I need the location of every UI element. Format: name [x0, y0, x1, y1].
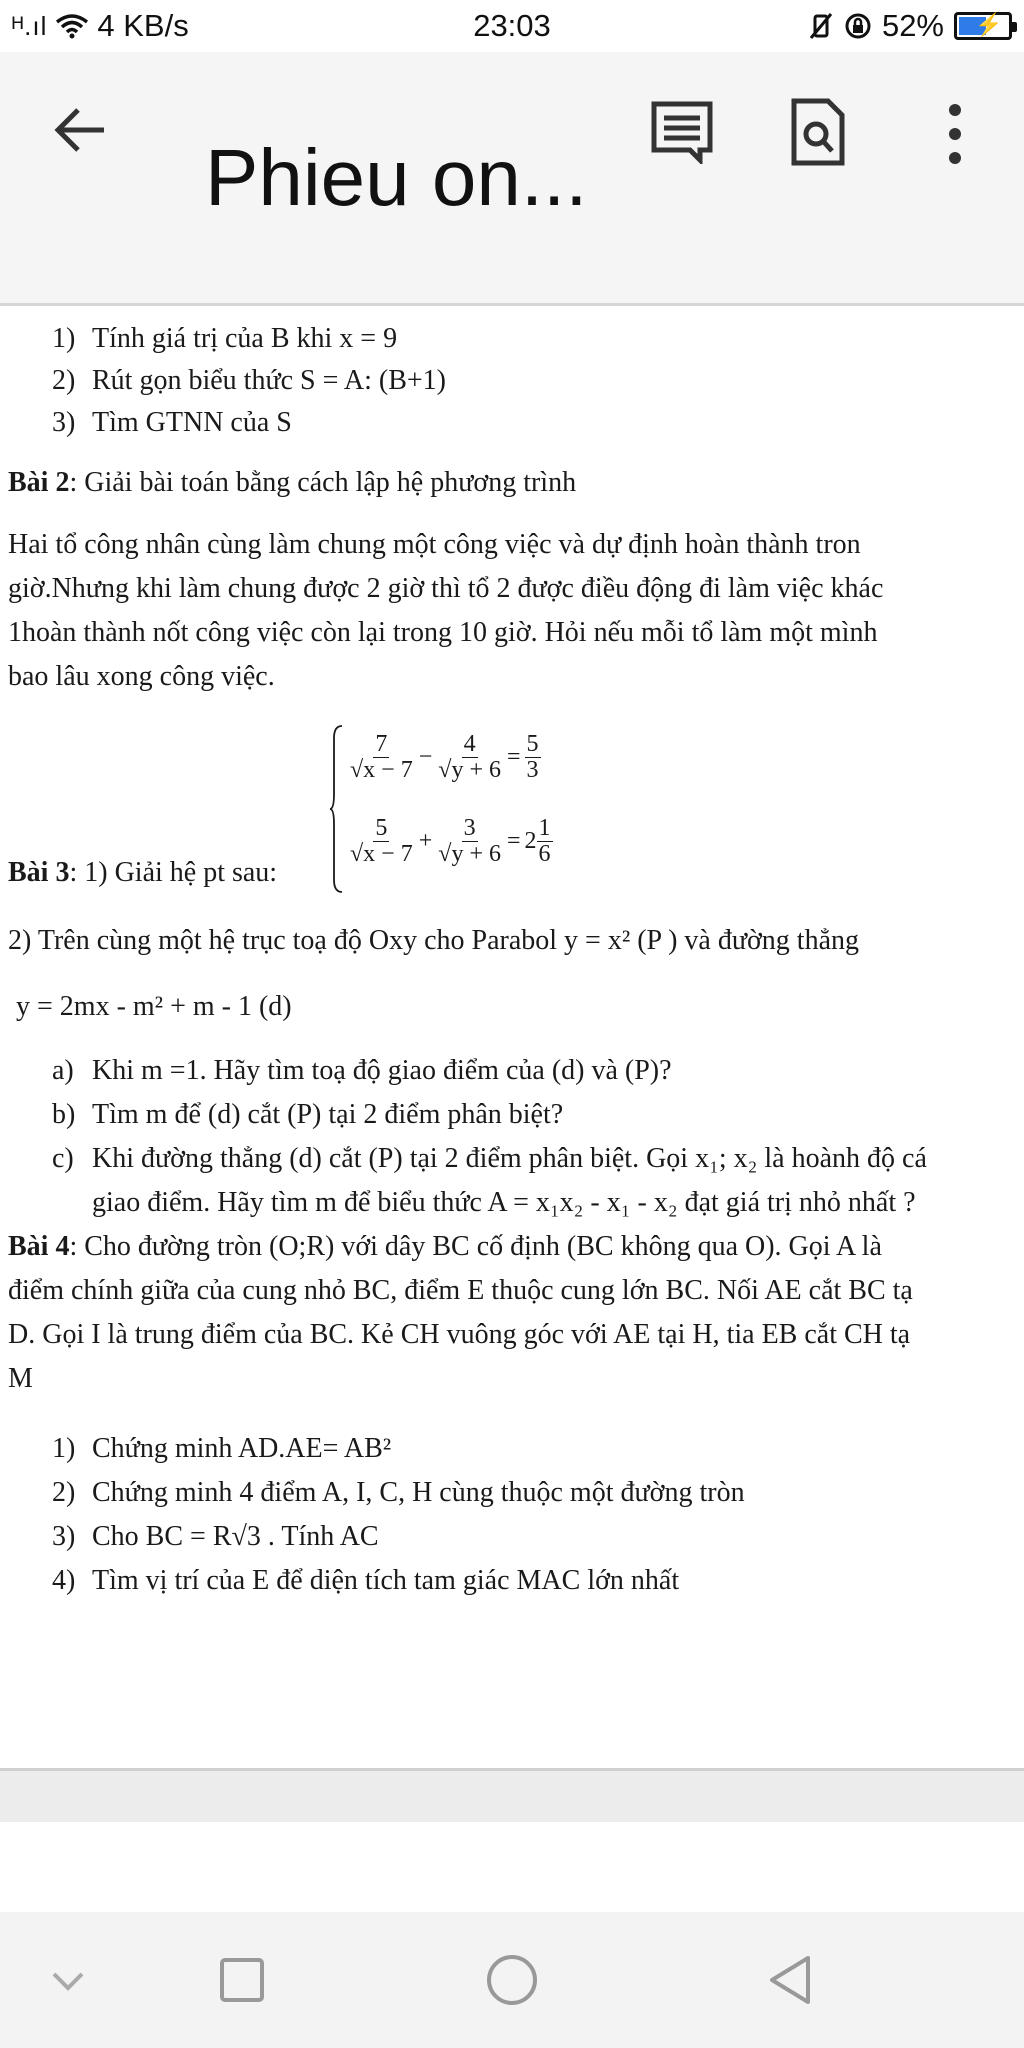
document-title: Phieu on... — [205, 133, 588, 222]
bai4-heading: Bài 4: Cho đường tròn (O;R) với dây BC cố định (BC không qua O). Gọi A là — [8, 1231, 882, 1262]
page-separator — [0, 1768, 1024, 1822]
app-bar — [0, 52, 1024, 306]
comment-icon[interactable] — [650, 100, 714, 164]
home-circle-icon[interactable] — [484, 1952, 540, 2008]
list-item: 2) Chứng minh 4 điểm A, I, C, H cùng thuộc một đường tròn — [52, 1477, 745, 1508]
paragraph-line: Hai tổ công nhân cùng làm chung một công việc và dự định hoàn thành tron — [8, 529, 861, 560]
paragraph-line: M — [8, 1363, 33, 1394]
list-item: 2) Rút gọn biểu thức S = A: (B+1) — [52, 365, 446, 396]
find-in-page-icon[interactable] — [790, 98, 846, 166]
recents-square-icon[interactable] — [214, 1952, 270, 2008]
paragraph-line: D. Gọi I là trung điểm của BC. Kẻ CH vuông góc với AE tại H, tia EB cắt CH tạ — [8, 1319, 911, 1350]
list-item: 1) Chứng minh AD.AE= AB² — [52, 1433, 392, 1464]
bai3-heading: Bài 3: 1) Giải hệ pt sau: — [8, 857, 278, 888]
list-item: c) Khi đường thẳng (d) cắt (P) tại 2 điểm phân biệt. Gọi x₁; x₂ là hoành độ cá — [52, 1143, 927, 1174]
list-item: a) Khi m =1. Hãy tìm toạ độ giao điểm của (d) và (P)? — [52, 1055, 672, 1086]
clock-time: 23:03 — [473, 8, 551, 43]
network-speed: 4 KB/s — [97, 8, 189, 43]
battery-percent: 52% — [881, 8, 944, 43]
list-item-continuation: giao điểm. Hãy tìm m để biểu thức A = x₁x₂ - x₁ - x₂ đạt giá trị nhỏ nhất ? — [92, 1187, 916, 1218]
paragraph-line: 1hoàn thành nốt công việc còn lại trong 10 giờ. Hỏi nếu mỗi tổ làm một mình — [8, 617, 878, 648]
equation-line-d: y = 2mx - m² + m - 1 (d) — [16, 991, 292, 1022]
navigation-bar — [0, 1912, 1024, 2048]
paragraph-line: điểm chính giữa của cung nhỏ BC, điểm E thuộc cung lớn BC. Nối AE cắt BC tạ — [8, 1275, 913, 1306]
document-page[interactable] — [0, 306, 1024, 1768]
more-vert-icon[interactable] — [940, 102, 970, 166]
paragraph-line: 2) Trên cùng một hệ trục toạ độ Oxy cho Parabol y = x² (P ) và đường thẳng — [8, 925, 860, 956]
paragraph-line: bao lâu xong công việc. — [8, 661, 275, 692]
battery-icon: ⚡ — [954, 12, 1012, 40]
list-item: b) Tìm m để (d) cắt (P) tại 2 điểm phân biệt? — [52, 1099, 564, 1130]
back-triangle-icon[interactable] — [762, 1952, 818, 2008]
equation-system — [330, 724, 630, 894]
equation-2: $\frac{5}{√x - 7}$ + $\frac{3}{√y + 6}$ = 2 $\frac{1}{6}$ — [350, 815, 551, 868]
list-item: 3) Tìm GTNN của S — [52, 407, 292, 438]
back-arrow-icon[interactable] — [52, 100, 112, 160]
equation-1: $\frac{7}{√x - 7}$ − $\frac{4}{√y + 6}$ = $\frac{5}{3}$ — [350, 731, 539, 784]
chevron-down-icon[interactable] — [40, 1952, 96, 2008]
status-bar — [0, 0, 1024, 52]
status-right — [808, 8, 1012, 44]
signal-icon: ᴴ.ıl — [12, 10, 48, 41]
paragraph-line: giờ.Nhưng khi làm chung được 2 giờ thì tổ 2 được điều động đi làm việc khác — [8, 573, 884, 604]
list-item: 4) Tìm vị trí của E để diện tích tam giác MAC lớn nhất — [52, 1565, 680, 1596]
brace-symbol — [330, 724, 344, 894]
bai2-heading: Bài 2: Giải bài toán bằng cách lập hệ phương trình — [8, 467, 577, 498]
list-item: 3) Cho BC = R√3 . Tính AC — [52, 1521, 379, 1552]
vibrate-off-icon — [808, 12, 834, 40]
list-item: 1) Tính giá trị của B khi x = 9 — [52, 323, 398, 354]
data-saver-icon — [844, 12, 872, 40]
